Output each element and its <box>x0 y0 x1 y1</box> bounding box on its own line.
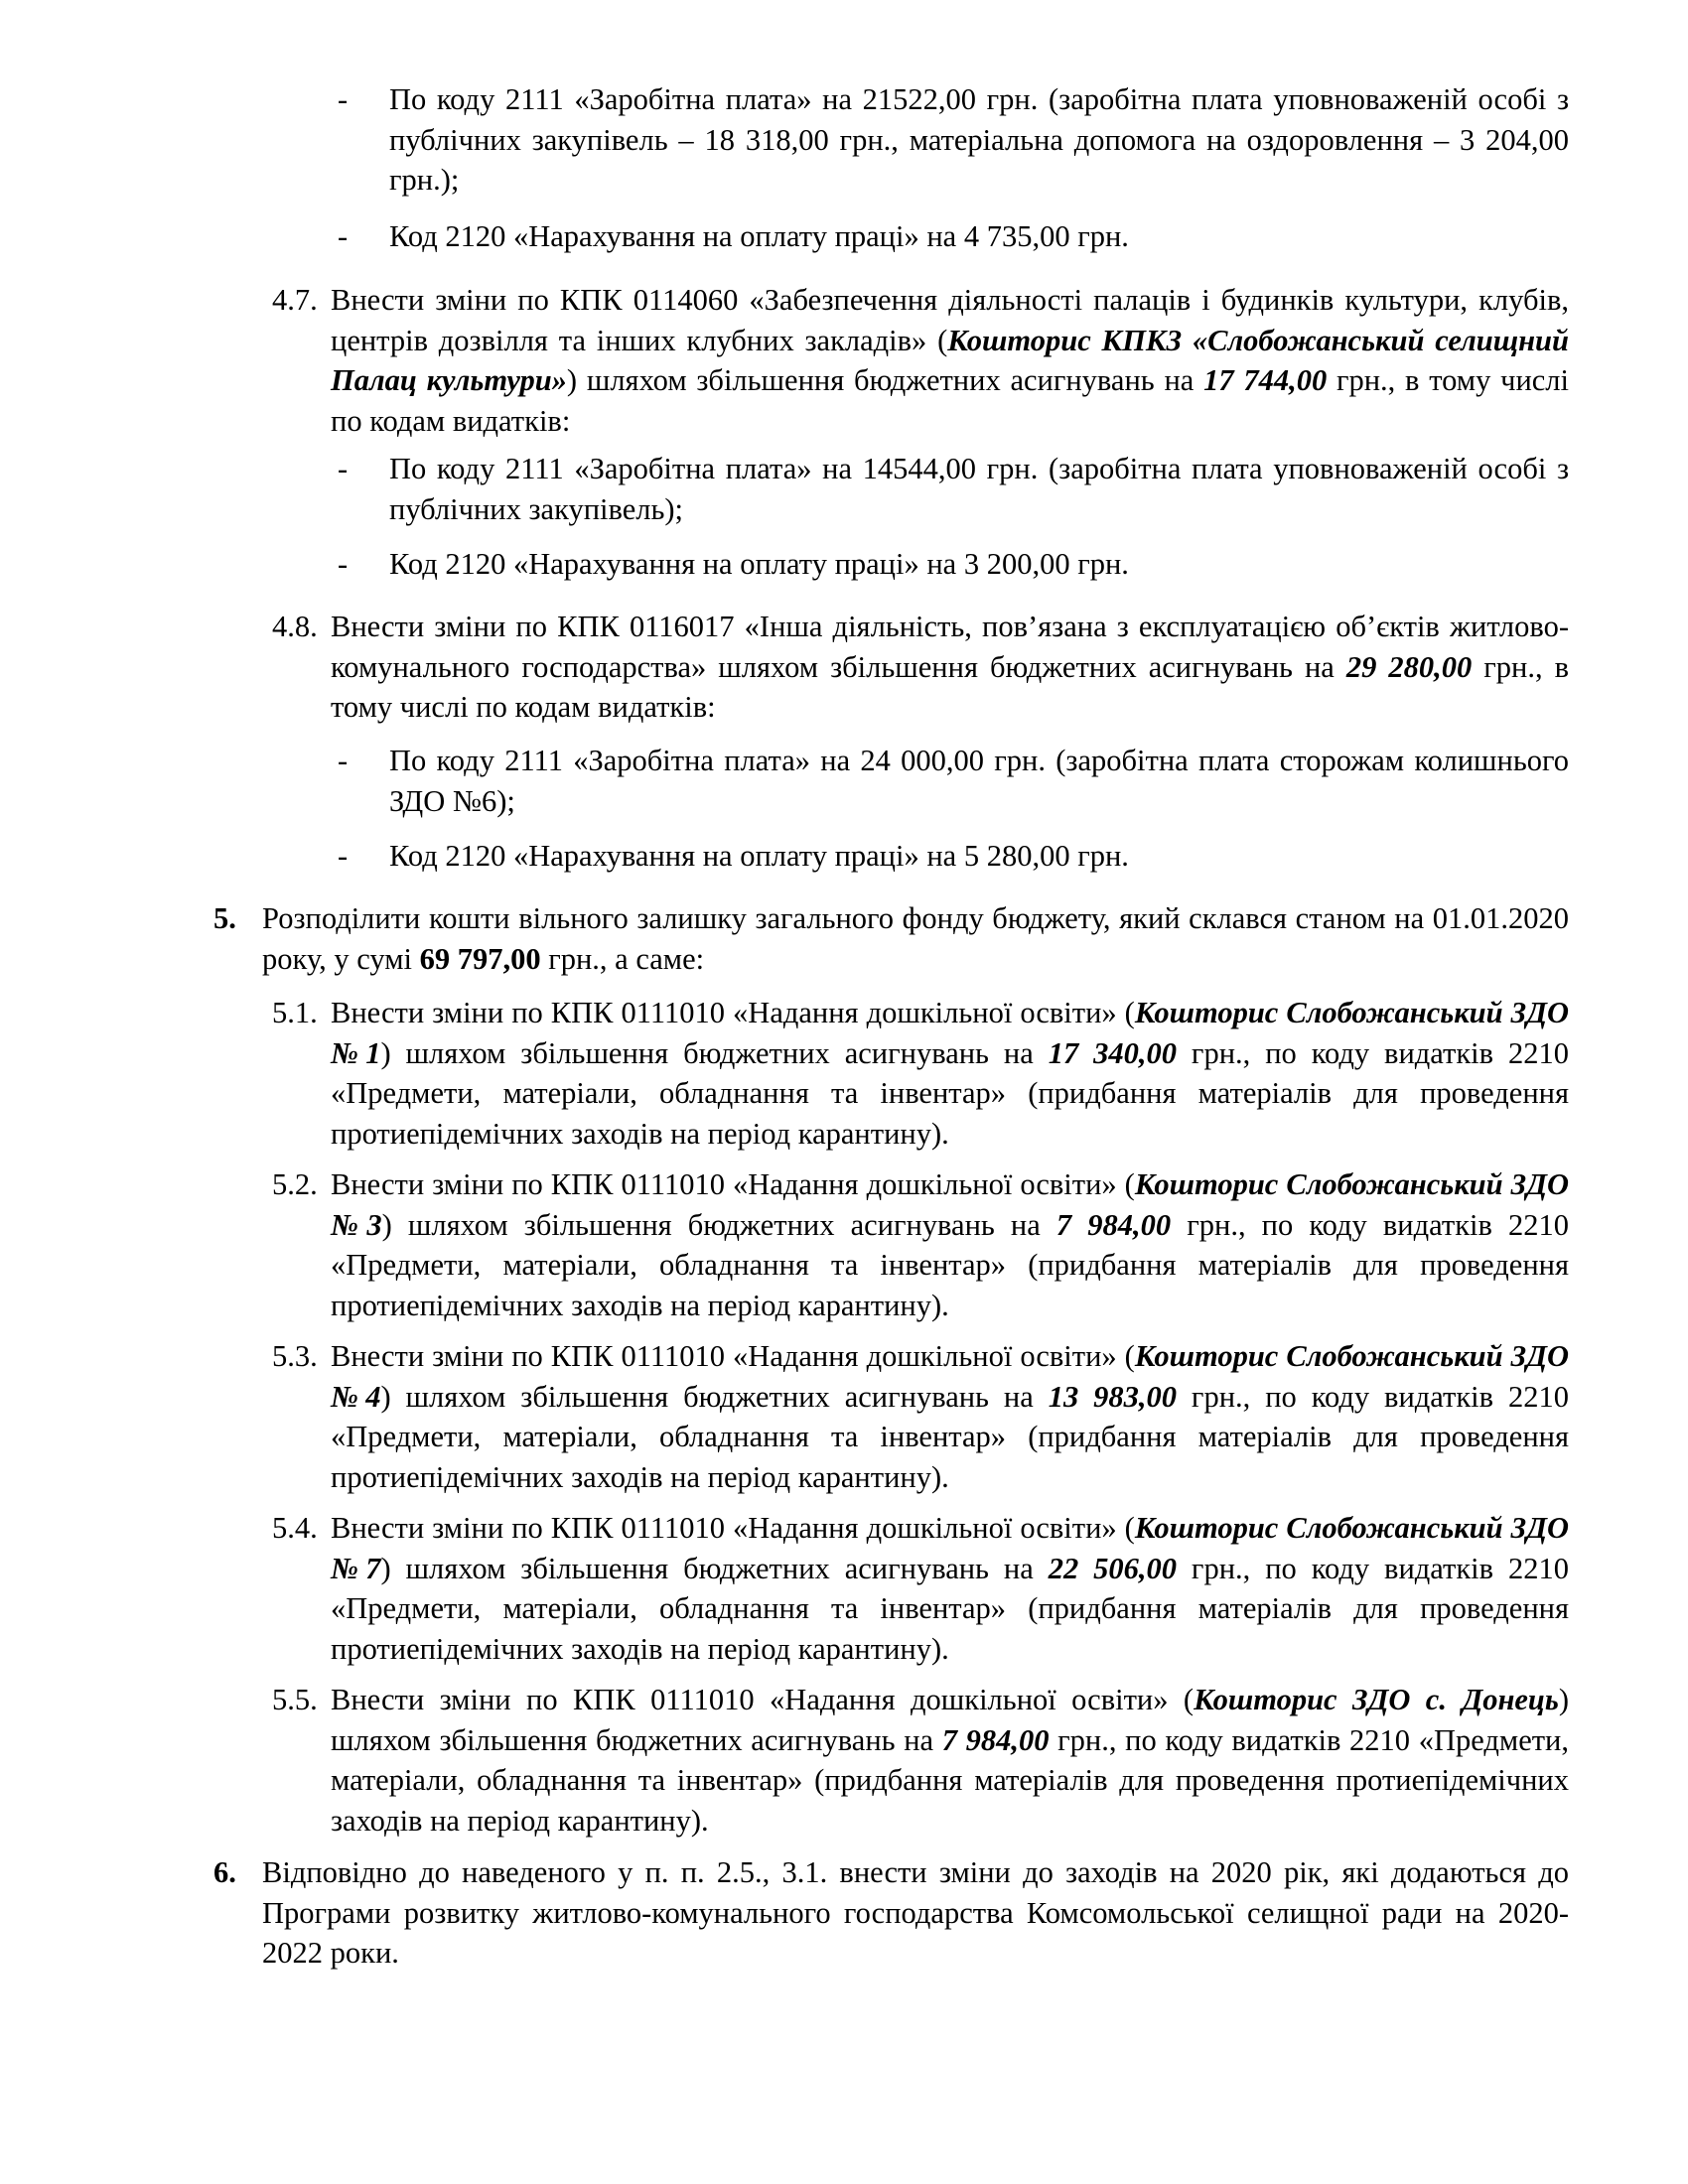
item-5-2 <box>331 1164 1569 1325</box>
bullet-dash: - <box>338 219 349 253</box>
item-5-4 <box>331 1508 1569 1669</box>
item-text: Внести зміни по КПК 0111010 «Надання дошкільної освіти» ( <box>331 1339 1135 1373</box>
item-text: ) шляхом збільшення бюджетних асигнувань на <box>380 1035 1049 1070</box>
bullet-4-6-accruals <box>389 216 1569 257</box>
item-text: ) шляхом збільшення бюджетних асигнувань на <box>381 1207 1056 1242</box>
item-text: ) шляхом збільшення бюджетних асигнувань на <box>380 1551 1049 1585</box>
item-text: ) шляхом збільшення бюджетних асигнувань на <box>566 363 1204 397</box>
amount: 13 983,00 <box>1048 1379 1177 1414</box>
bullet-4-8-accruals <box>389 836 1569 877</box>
item-text: Внести зміни по КПК 0114060 «Забезпечення діяльності палаців і будинків культури, клубів, центрів дозвілля та інших клубних закладів» ( <box>331 283 1569 357</box>
estimate-name: Кошторис ЗДО с. Донець <box>1194 1683 1559 1716</box>
item-5-3 <box>331 1336 1569 1497</box>
item-number: 5. <box>213 901 236 935</box>
amount: 17 744,00 <box>1203 363 1328 397</box>
amount: 17 340,00 <box>1048 1035 1177 1070</box>
estimate-name: Кошторис Слобожанський ЗДО №3 <box>331 1167 1569 1242</box>
estimate-name: Кошторис КПКЗ «Слобожанський селищний Палац культури» <box>331 323 1569 397</box>
item-number: 5.4. <box>272 1511 318 1545</box>
item-text: ) шляхом збільшення бюджетних асигнувань на <box>331 1683 1569 1757</box>
bullet-4-8-salary <box>389 741 1569 821</box>
item-number: 5.2. <box>272 1167 318 1201</box>
item-text: Розподілити кошти вільного залишку загального фонду бюджету, який склався станом на 01.01.2020 року, у сумі <box>262 901 1569 976</box>
item-5 <box>262 898 1569 979</box>
bullet-text: Код 2120 «Нарахування на оплату праці» на 4 735,00 грн. <box>389 219 1129 253</box>
item-text: Відповідно до наведеного у п. п. 2.5., 3.1. внести зміни до заходів на 2020 рік, які додаються до Програми розвитку житлово-комунального господарства Комсомольської селищної ради на 2020-2022 роки. <box>262 1855 1569 1970</box>
bullet-text: Код 2120 «Нарахування на оплату праці» на 3 200,00 грн. <box>389 547 1129 581</box>
item-text: Внести зміни по КПК 0116017 «Інша діяльність, пов’язана з експлуатацією об’єктів житлово-комунального господарства» шляхом збільшення бюджетних асигнувань на <box>331 610 1569 684</box>
estimate-name: Кошторис Слобожанський ЗДО №4 <box>331 1339 1569 1414</box>
item-text: Внести зміни по КПК 0111010 «Надання дошкільної освіти» ( <box>331 996 1135 1029</box>
item-number: 4.8. <box>272 610 318 643</box>
bullet-text: По коду 2111 «Заробітна плата» на 24 000,00 грн. (заробітна плата сторожам колишнього ЗДО №6); <box>389 744 1569 818</box>
item-5-5 <box>331 1680 1569 1841</box>
item-text: грн., по коду видатків 2210 «Предмети, матеріали, обладнання та інвентар» (придбання матеріалів для проведення протиепідемічних заходів на період карантину). <box>331 1722 1570 1838</box>
bullet-text: По коду 2111 «Заробітна плата» на 21522,00 грн. (заробітна плата уповноваженій особі з публічних закупівель – 18 318,00 грн., матеріальна допомога на оздоровлення – 3 204,00 грн.); <box>389 82 1569 197</box>
bullet-dash: - <box>338 82 349 116</box>
item-number: 5.5. <box>272 1683 318 1716</box>
item-text: грн., по коду видатків 2210 «Предмети, матеріали, обладнання та інвентар» (придбання матеріалів для проведення протиепідемічних заходів на період карантину). <box>331 1207 1569 1322</box>
item-text: Внести зміни по КПК 0111010 «Надання дошкільної освіти» ( <box>331 1511 1135 1545</box>
item-number: 4.7. <box>272 283 318 317</box>
bullet-4-6-salary <box>389 79 1569 201</box>
item-text: грн., в тому числі по кодам видатків: <box>331 363 1570 438</box>
item-text: грн., в тому числі по кодам видатків: <box>331 649 1569 724</box>
bullet-dash: - <box>338 839 349 873</box>
amount: 7 984,00 <box>1055 1207 1172 1242</box>
item-text: грн., по коду видатків 2210 «Предмети, матеріали, обладнання та інвентар» (придбання матеріалів для проведення протиепідемічних заходів на період карантину). <box>331 1551 1569 1666</box>
item-number: 5.3. <box>272 1339 318 1373</box>
amount: 29 280,00 <box>1345 649 1473 684</box>
bullet-4-7-salary <box>389 449 1569 529</box>
bullet-text: Код 2120 «Нарахування на оплату праці» на 5 280,00 грн. <box>389 839 1129 873</box>
item-4-7 <box>331 280 1569 441</box>
item-text: грн., а саме: <box>540 941 705 976</box>
bullet-dash: - <box>338 452 349 485</box>
amount: 69 797,00 <box>419 941 541 976</box>
item-text: ) шляхом збільшення бюджетних асигнувань на <box>380 1379 1049 1414</box>
estimate-name: Кошторис Слобожанський ЗДО №7 <box>331 1511 1569 1585</box>
item-5-1 <box>331 993 1569 1154</box>
item-text: Внести зміни по КПК 0111010 «Надання дошкільної освіти» ( <box>331 1167 1135 1201</box>
item-number: 5.1. <box>272 996 318 1029</box>
bullet-dash: - <box>338 744 349 777</box>
item-text: грн., по коду видатків 2210 «Предмети, матеріали, обладнання та інвентар» (придбання матеріалів для проведення протиепідемічних заходів на період карантину). <box>331 1379 1569 1494</box>
item-number: 6. <box>213 1855 236 1889</box>
item-text: грн., по коду видатків 2210 «Предмети, матеріали, обладнання та інвентар» (придбання матеріалів для проведення протиепідемічних заходів на період карантину). <box>331 1035 1569 1151</box>
item-6 <box>262 1852 1569 1974</box>
estimate-name: Кошторис Слобожанський ЗДО №1 <box>331 996 1569 1070</box>
bullet-text: По коду 2111 «Заробітна плата» на 14544,00 грн. (заробітна плата уповноваженій особі з публічних закупівель); <box>389 452 1569 526</box>
amount: 22 506,00 <box>1048 1551 1177 1585</box>
bullet-4-7-accruals <box>389 544 1569 585</box>
item-4-8 <box>331 607 1569 728</box>
bullet-dash: - <box>338 547 349 581</box>
item-text: Внести зміни по КПК 0111010 «Надання дошкільної освіти» ( <box>331 1683 1195 1716</box>
amount: 7 984,00 <box>941 1722 1050 1757</box>
